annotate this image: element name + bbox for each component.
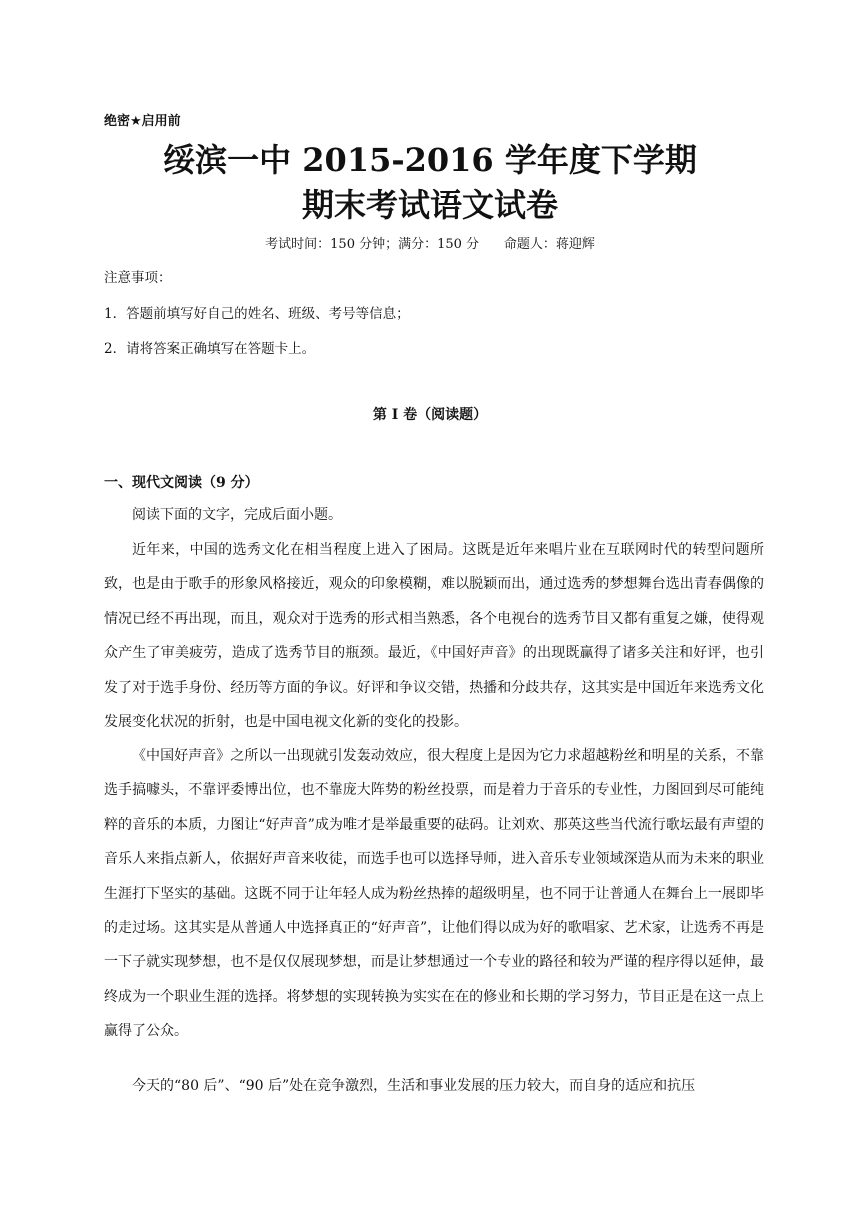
section-heading: 一、现代文阅读（9 分） bbox=[104, 475, 259, 491]
exam-info: 考试时间：150 分钟；满分：150 分 命题人：蒋迎辉 bbox=[265, 237, 595, 252]
exam-title-line-1: 绥滨一中 2015-2016 学年度下学期 bbox=[163, 141, 697, 179]
notice-item: 2．请将答案正确填写在答题卡上。 bbox=[104, 341, 316, 357]
notice-heading: 注意事项： bbox=[104, 270, 172, 286]
confidential-label: 绝密★启用前 bbox=[104, 114, 181, 129]
article-paragraph: 今天的“80 后”、“90 后”处在竞争激烈，生活和事业发展的压力较大，而自身的适应和抗压 bbox=[132, 1078, 696, 1094]
article-paragraph: 《中国好声音》之所以一出现就引发轰动效应，很大程度上是因为它力求超越粉丝和明星的关系，不靠选手搞噱头，不靠评委博出位，也不靠庞大阵势的粉丝投票，而是着力于音乐的专业性，力图回到尽可能纯粹的音乐的本质，力图让“好声音”成为唯才是举最重要的砝码。让刘欢、那英这些当代流行歌坛最有声望的音乐人来指点新人，依据好声音来收徒，而选手也可以选择导师，进入音乐专业领域深造从而为未来的职业生涯打下坚实的基础。这既不同于让年轻人成为粉丝热捧的超级明星，也不同于让普通人在舞台上一展即毕的走过场。这其实是从普通人中选择真正的“好声音”，让他们得以成为好的歌唱家、艺术家，让选秀不再是一下子就实现梦想，也不是仅仅展现梦想，而是让梦想通过一个专业的路径和较为严谨的程序得以延伸，最终成为一个职业生涯的选择。将梦想的实现转换为实实在在的修业和长期的学习努力，节目正是在这一点上赢得了公众。 bbox=[104, 748, 764, 1040]
reading-instruction: 阅读下面的文字，完成后面小题。 bbox=[132, 507, 342, 523]
exam-title-line-2: 期末考试语文试卷 bbox=[301, 186, 558, 224]
notice-item: 1．答题前填写好自己的姓名、班级、考号等信息； bbox=[104, 306, 410, 322]
volume-title: 第 I 卷（阅读题） bbox=[372, 407, 488, 423]
article-paragraph: 近年来，中国的选秀文化在相当程度上进入了困局。这既是近年来唱片业在互联网时代的转型问题所致，也是由于歌手的形象风格接近，观众的印象模糊，难以脱颖而出，通过选秀的梦想舞台选出青春偶像的情况已经不再出现，而且，观众对于选秀的形式相当熟悉，各个电视台的选秀节目又都有重复之嫌，使得观众产生了审美疲劳，造成了选秀节目的瓶颈。最近，《中国好声音》的出现既赢得了诸多关注和好评，也引发了对于选手身份、经历等方面的争议。好评和争议交错，热播和分歧共存，这其实是中国近年来选秀文化发展变化状况的折射，也是中国电视文化新的变化的投影。 bbox=[104, 542, 764, 731]
